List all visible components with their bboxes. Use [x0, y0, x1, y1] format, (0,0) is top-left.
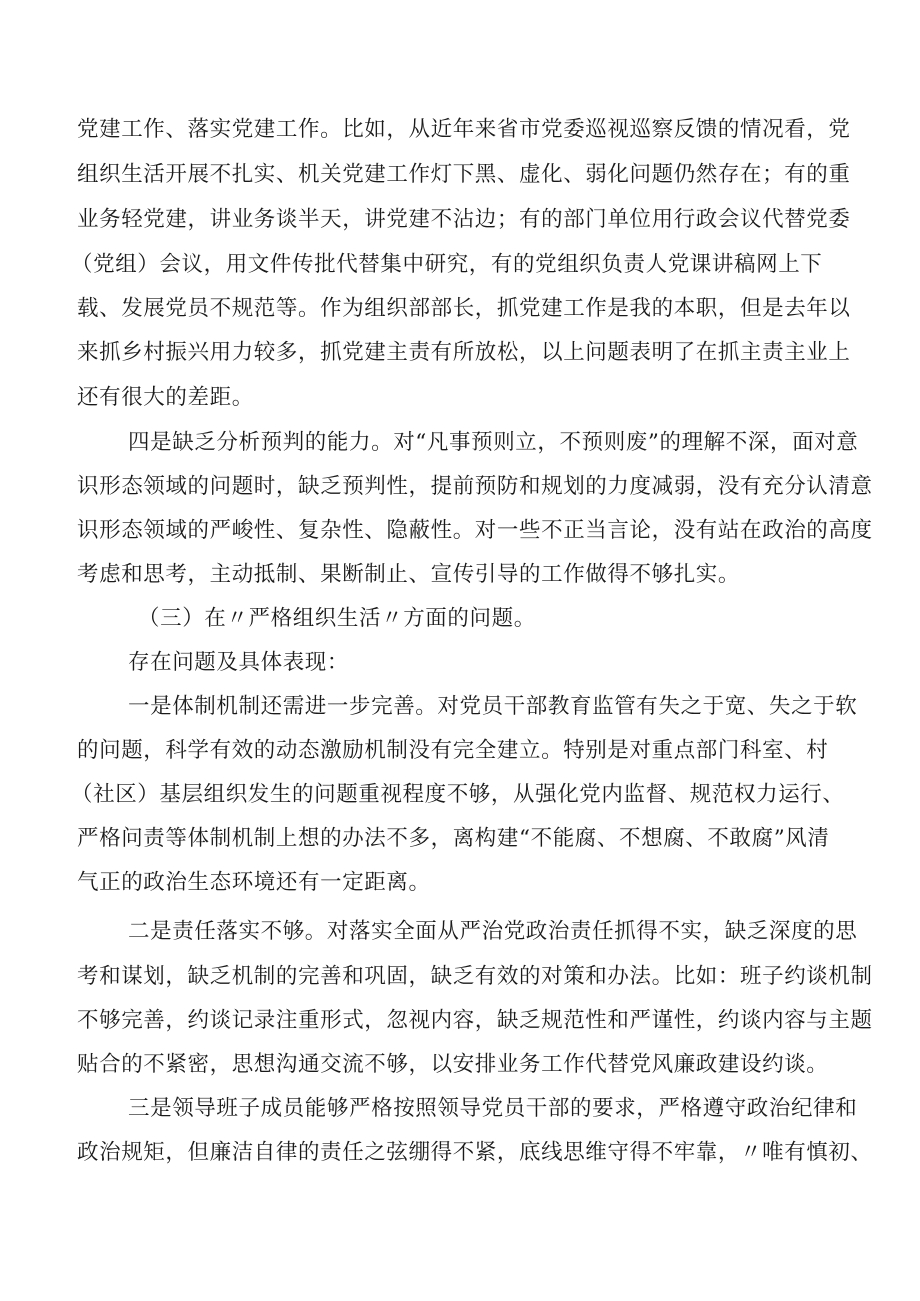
text-line: 载、发展党员不规范等。作为组织部部长，抓党建工作是我的本职，但是去年以 [77, 296, 851, 321]
text-line: 识形态领域的问题时，缺乏预判性，提前预防和规划的力度减弱，没有充分认清意 [77, 474, 873, 499]
text-line: 还有很大的差距。 [77, 385, 254, 410]
text-line: 不够完善，约谈记录注重形式，忽视内容，缺乏规范性和严谨性，约谈内容与主题 [77, 1008, 873, 1033]
section-heading: （三）在〃严格组织生活〃方面的问题。 [138, 606, 536, 631]
text-line: 党建工作、落实党建工作。比如，从近年来省市党委巡视巡察反馈的情况看，党 [77, 117, 851, 142]
text-line: 考虑和思考，主动抵制、果断制止、宣传引导的工作做得不够扎实。 [77, 562, 741, 587]
text-line: 一是体制机制还需进一步完善。对党员干部教育监管有失之于宽、失之于软 [128, 694, 858, 719]
text-line: 气正的政治生态环境还有一定距离。 [77, 870, 431, 895]
text-line: （党组）会议，用文件传批代替集中研究，有的党组织负责人党课讲稿网上下 [71, 252, 823, 277]
text-line: 四是缺乏分析预判的能力。对“凡事预则立，不预则废”的理解不深，面对意 [128, 430, 859, 455]
text-line: 政治规矩，但廉洁自律的责任之弦绷得不紧，底线思维守得不牢靠，〃唯有慎初、 [77, 1140, 873, 1165]
text-line: 组织生活开展不扎实、机关党建工作灯下黑、虚化、弱化问题仍然存在；有的重 [77, 162, 851, 187]
text-line: 二是责任落实不够。对落实全面从严治党政治责任抓得不实，缺乏深度的思 [128, 919, 858, 944]
text-line: 的问题，科学有效的动态激励机制没有完全建立。特别是对重点部门科室、村 [77, 738, 829, 763]
text-line: 三是领导班子成员能够严格按照领导党员干部的要求，严格遵守政治纪律和 [128, 1096, 858, 1121]
text-line: 严格问责等体制机制上想的办法不多，离构建“不能腐、不想腐、不敢腐”风清 [77, 826, 830, 851]
text-line: 识形态领域的严峻性、复杂性、隐蔽性。对一些不正当言论，没有站在政治的高度 [77, 518, 873, 543]
text-line: 存在问题及具体表现： [128, 650, 350, 675]
text-line: 业务轻党建，讲业务谈半天，讲党建不沾边；有的部门单位用行政会议代替党委 [77, 207, 851, 232]
text-line: 贴合的不紧密，思想沟通交流不够，以安排业务工作代替党风廉政建设约谈。 [77, 1052, 829, 1077]
text-line: （社区）基层组织发生的问题重视程度不够，从强化党内监督、规范权力运行、 [71, 782, 845, 807]
text-line: 来抓乡村振兴用力较多，抓党建主责有所放松，以上问题表明了在抓主责主业上 [77, 340, 851, 365]
text-line: 考和谋划，缺乏机制的完善和巩固，缺乏有效的对策和办法。比如：班子约谈机制 [77, 964, 873, 989]
